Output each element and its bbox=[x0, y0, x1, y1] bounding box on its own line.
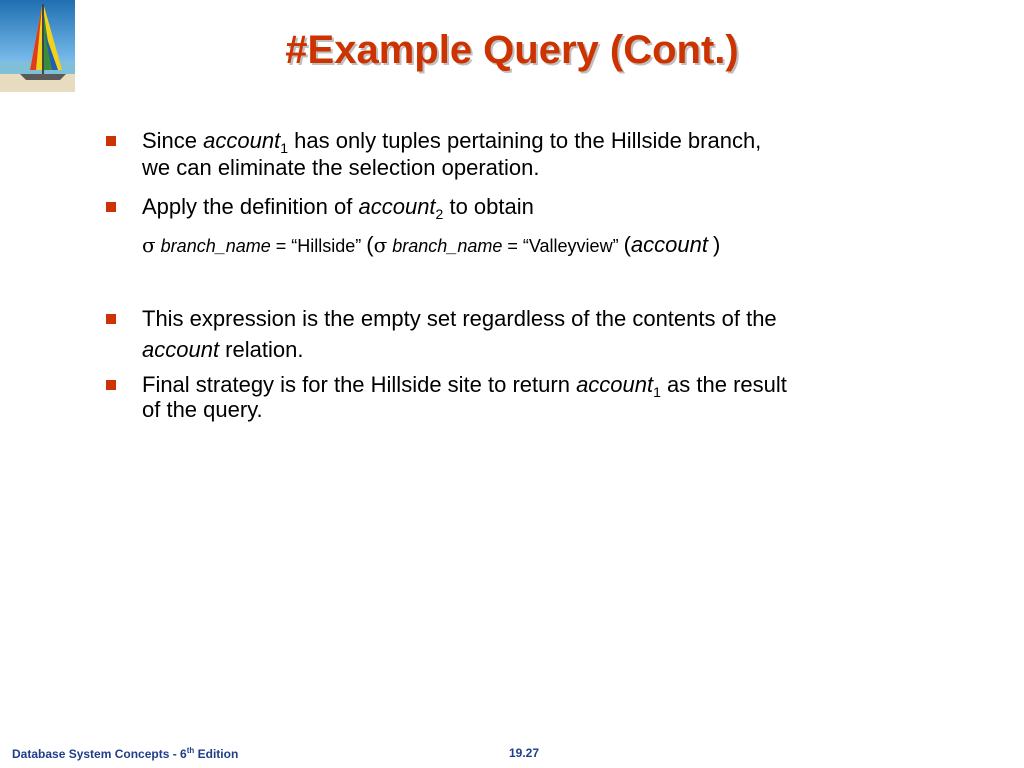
slide-title: #Example Query (Cont.) bbox=[285, 28, 739, 72]
bullet-3-line-1: This expression is the empty set regardless of the contents of the bbox=[142, 306, 777, 331]
square-bullet-icon bbox=[106, 380, 116, 390]
bullet-2-text: Apply the definition of account$_2$ to obtain bbox=[142, 194, 534, 222]
square-bullet-icon bbox=[106, 136, 116, 146]
bullet-1-line-1: Since account$_1$ has only tuples pertaining to the Hillside branch, bbox=[142, 128, 762, 156]
bullet-3-line-2: account relation. bbox=[142, 337, 304, 362]
footer-book-title: Database System Concepts - 6th Edition bbox=[12, 746, 239, 761]
square-bullet-icon bbox=[106, 314, 116, 324]
footer-page-number: 19.27 bbox=[509, 746, 540, 760]
bullet-4-line-1: Final strategy is for the Hillside site to return account$_1$ as the result bbox=[142, 372, 787, 400]
sigma-symbol: σ bbox=[373, 233, 388, 257]
relational-algebra-expression: σ branch_name = “Hillside” (σ branch_name = “Valleyview” (account ) bbox=[142, 232, 721, 257]
bullet-4-line-2: of the query. bbox=[142, 397, 263, 422]
bullet-1-line-2: we can eliminate the selection operation. bbox=[142, 155, 540, 180]
sigma-symbol: σ bbox=[142, 233, 156, 257]
square-bullet-icon bbox=[106, 202, 116, 212]
